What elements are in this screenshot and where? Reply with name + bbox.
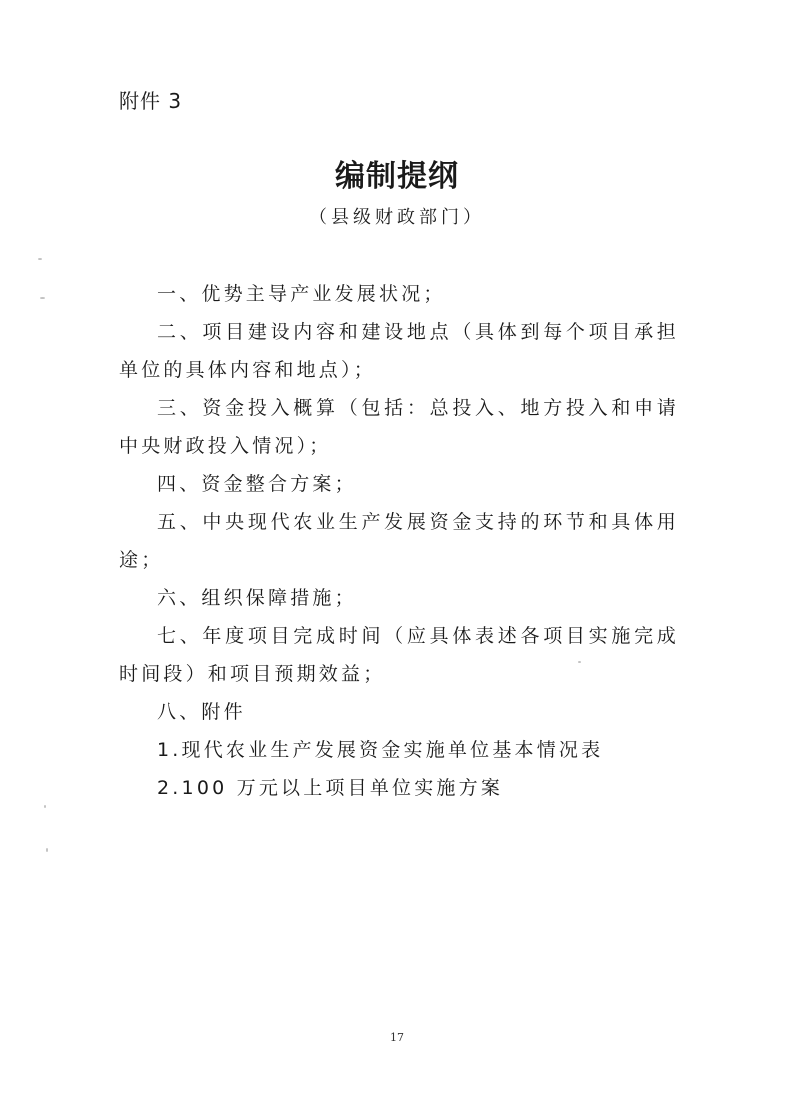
outline-item-8: 八、附件 [157, 701, 246, 723]
outline-item-4: 四、资金整合方案； [157, 473, 357, 495]
outline-body [119, 275, 679, 807]
page-number: 17 [390, 1031, 404, 1044]
outline-item-7: 七、年度项目完成时间（应具体表述各项目实施完成时间段）和项目预期效益； [119, 625, 679, 685]
document-subtitle: （县级财政部门） [309, 207, 485, 228]
outline-item-5: 五、中央现代农业生产发展资金支持的环节和具体用途； [119, 511, 679, 571]
outline-item-3: 三、资金投入概算（包括：总投入、地方投入和申请中央财政投入情况）； [119, 397, 679, 457]
scan-speck [38, 258, 42, 260]
document-title: 编制提纲 [335, 159, 459, 194]
outline-subitem-2: 2.100 万元以上项目单位实施方案 [157, 777, 504, 799]
outline-subitem-1: 1.现代农业生产发展资金实施单位基本情况表 [157, 739, 604, 761]
outline-item-1: 一、优势主导产业发展状况； [157, 283, 446, 305]
scan-speck [46, 848, 48, 852]
scan-speck [578, 661, 581, 663]
attachment-label: 附件 3 [119, 89, 183, 113]
scan-speck [44, 805, 46, 808]
scan-speck [40, 297, 45, 299]
outline-item-6: 六、组织保障措施； [157, 587, 357, 609]
outline-item-2: 二、项目建设内容和建设地点（具体到每个项目承担单位的具体内容和地点）； [119, 321, 679, 381]
